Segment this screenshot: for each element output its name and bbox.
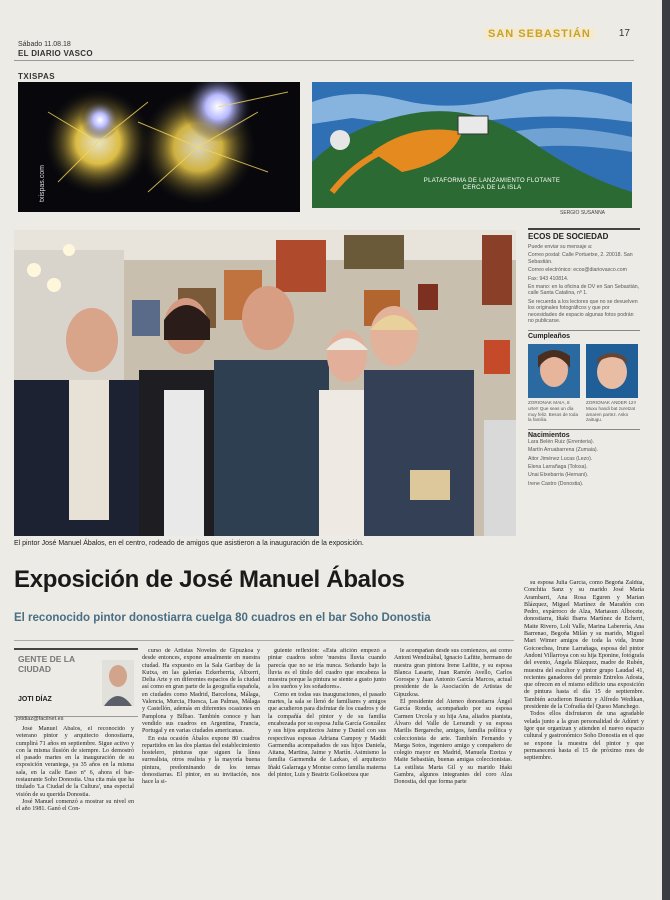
sidebar-info-line: Correo electrónico: ecos@diariovasco.com (528, 267, 627, 274)
section-header (480, 28, 630, 42)
article-paragraph: El presidente del Ateneo donostiarra Ángel García Ronda, acompañado por su esposa Carmen Urcola y su hija Ana, aliados pianista, Álvaro del Valle de Lersundi y su esposa Marilis Bergareche, amigos, familia política y coleccionista de arte. También Fernando y Marga Sotos, ingeniero amigo y compañero de colegio mayor en Madrid, Manuela Ezeiza y Maite Sebastián, buenas amigas coleccionistas. La estilista Marta Gil y su marido Iñaki Gambra, algunos integrantes del coro Alza Donostia, del que forma parte (394, 699, 512, 786)
article-paragraph: Como en todas sus inauguraciones, el pasado martes, la sala se llenó de familiares y amigos que acudieron para disfrutar de los cuadros y de la compañía del pintor y de su familia encabezada por su esposa Julia García González y sus hijos arquitectos Jaime y Daniel con sus respectivas esposas Adriana Campoy y Maddi Garmendia acompañados de sus hijos Daniela, Aitana, Martina, Jaime y Martín. Asimismo la familia Garmendia de Lazkao, el arquitecto Iñaki Galarraga y Montse como familia materna del pintor, Luis y Beatriz Golkoetxea que (268, 691, 386, 779)
article-paragraph: le acompañan desde sus comienzos, así como Antoni Wendizábal, Ignacio Lafitte, hermano de nuestra gran pintora Irene Lafitte, y su esposa Blanca Lasarte, Juan Ramón Avello, Carlos Gorospe y Juan Antonio García Marcos, actual presidente de la Asociación de Artistas de Gipuzkoa. (394, 648, 512, 698)
article-column-2 (142, 648, 260, 894)
birth-item: Unai Etxebarria (Hernani). (528, 472, 589, 479)
birthday-photo (528, 344, 580, 398)
article-headline: Exposición de José Manuel Ábalos (14, 566, 405, 593)
column-label: GENTE DE LA CIUDAD (18, 654, 75, 674)
birthday-item (528, 344, 580, 422)
masthead (18, 40, 93, 59)
birthday-item (586, 344, 638, 422)
society-sidebar (528, 228, 640, 489)
article-paragraph: José Manuel Ábalos, el reconocido y veterano pintor y arquitecto donostiarra, cumplirá 71 años en septiembre. Sigue activo y con la misma ilusión de siempre. Lo demostró el pasado martes en la inauguración de su exposición veraniega, ya 35 años en la misma sala, en la calle Easo nº 6, ahora el bar-restaurante Soho Donostia. Una cita más que ha titulado 'La Ciudad de la Cultura', una especial visión de su querida Donostia. (16, 726, 134, 798)
article-column-1 (16, 726, 134, 894)
group-photo-illustration (14, 230, 516, 536)
birthday-caption: ZORIONAK MAIA, 8 urte!! Que seas un día muy feliz. Besos de toda la familia. (528, 400, 579, 423)
sidebar-info-line: Se recuerda a los lectores que no se devuelven los originales fotográficos y que por necesidades de espacio algunas fotos podrán no publicarse. (528, 298, 638, 325)
column-byline-box (14, 648, 138, 717)
author-portrait (102, 660, 134, 706)
cartoon-panel (312, 82, 632, 208)
birth-item: Elena Larrañaga (Tolosa). (528, 464, 588, 471)
sidebar-info-line: Correo postal: Calle Portuetxe, 2. 20018. San Sebastián. (528, 252, 633, 265)
people (14, 286, 474, 536)
comic-label: TXISPAS (18, 72, 56, 81)
sidebar-info-line: En mano: en la oficina de DV en San Sebastián, calle Santa Catalina, nº 1. (528, 284, 640, 297)
cartoon-caption: PLATAFORMA DE LANZAMIENTO FLOTANTE CERCA DE LA ISLA (423, 178, 561, 191)
birthday-caption: ZORIONAK ANDER 12!! Muxu handi bat zuretzat amaren partez. Asko zaitugu. (586, 400, 637, 423)
article-paragraph: Todos ellos disfrutaron de una agradable velada junto a la gran personalidad de Adúnrt y Igor que organizan y atienden el nuevo espacio cultural y gastronómico Soho Donostia en el que se expone la muestra del pintor y que permanecerá hasta el 15 de próximo mes de septiembre. (524, 711, 644, 762)
sidebar-info-line: Fax: 943 410814. (528, 275, 569, 282)
article-paragraph: En esta ocasión Ábalos expone 80 cuadros repartidos en las dos plantas del establecimiento hostelero, pinturas que siguen la línea surrealista, otros realista y la mayoría buena pintura, predominando de los temas donostiarras. El pintor, en su invitación, nos hace la si- (142, 735, 260, 786)
birthdays-title: Cumpleaños (528, 330, 640, 340)
birthday-photo (586, 344, 638, 398)
article-paragraph: guiente reflexión: «Esta afición empezó a pintar cuadros sobre 'nuestra lluvia cuando parecía que no se iría nunca. Soñando bajo la lluvia es el título del cuadro que encabeza la muestra porque la pintura se siente a gusto junto a los sueños y los soñadores». (268, 648, 386, 691)
comic-credit: txispas.com (39, 165, 46, 202)
article-subhead: El reconocido pintor donostiarra cuelga 80 cuadros en el bar Soho Donostia (14, 612, 431, 624)
article-column-3 (268, 648, 386, 894)
headline-divider (14, 640, 514, 641)
birth-item: Lara Belén Ruiz (Errenteria). (528, 438, 595, 445)
newspaper-name: EL DIARIO VASCO (18, 49, 93, 58)
article-paragraph: José Manuel comenzó a mostrar su nivel en el año 1981. Ganó el Con- (16, 798, 134, 813)
birth-item: Martín Arruabarrena (Zumaia). (528, 447, 599, 454)
births-title: Nacimientos (528, 429, 640, 439)
page-number: 17 (618, 28, 630, 39)
header-divider (14, 60, 634, 61)
section-name: SAN SEBASTIÁN (484, 28, 595, 40)
sidebar-info-line: Puede enviar su mensaje a: (528, 244, 593, 250)
birth-item: Aitor Jiménez Lucas (Lezo). (528, 455, 593, 462)
event-photo (14, 230, 516, 536)
article-column-5 (524, 580, 644, 894)
author-email: jotidiaz@facilnet.es (16, 716, 64, 722)
article-paragraph: su esposa Julia García, como Begoña Zaldúa, Conchita Sanz y su marido José María Arambarri, Ana Rosa Eguren y Marian Blázquez, Miguel Martínez de Marañón con Pedro, expárroco de Alza, Martasun Albocete, donostiarra, Iñaki Ibarra Martínez de Echerri, Maite Rivero, Loli Valle, Marina Laberería, Ana Barrenao, Begoña Milán y su marido, Miguel Mari Wimer amigos de toda la vida, Irune Goicoechea, Irune Larrañaga, esposa del pintor Andoni Villarroya con su hija Eponine, fotógrafa del evento, Ángela Blázquez, madre de Rubén, muestra del escultor y pintor grupo Laudad 41, recientes ganadores del premio Entrelos Adosta, que ofrecen en el mismo edificio una exposición de pintura hasta el día 15 de septiembre. También acudieron Beatriz y Alfredo Wedikan, presidente de la Cofradía del Queso Manchego. (524, 580, 644, 711)
fireworks-panel (18, 82, 300, 212)
article-paragraph: curso de Artistas Noveles de Gipuzkoa y desde entonces, expone anualmente en nuestra ciudad. Ha expuesto en la Sala Garibay de la Kutxa, en las galerías Ezkerberria, Altxerri, Delta Arte y en diferentes espacios de la ciudad así como en gran parte de la geografía española, en ciudades como Madrid, Barcelona, Málaga, Valencia, Murcia, Huesca, Las Palmas, Málaga y Castellón, además en diferentes ocasiones en Pamplona y Bilbao. También conoce y han vendido sus cuadros en Argentina, Francia, Portugal y en varias ciudades americanas. (142, 648, 260, 735)
birthdays-list (528, 344, 640, 422)
photo-caption: El pintor José Manuel Ábalos, en el centro, rodeado de amigos que asistieron a la inauguración de la exposición. (14, 540, 364, 547)
sidebar-title: ECOS DE SOCIEDAD (528, 228, 640, 241)
cartoon-artist: SERGIO SUSANNA (560, 210, 606, 216)
birth-item: Irene Castro (Donostia). (528, 480, 584, 487)
issue-date: Sábado 11.08.18 (18, 41, 71, 48)
column-author: JOTI DÍAZ (18, 696, 52, 703)
article-column-4 (394, 648, 512, 894)
fireworks-illustration (18, 82, 300, 212)
